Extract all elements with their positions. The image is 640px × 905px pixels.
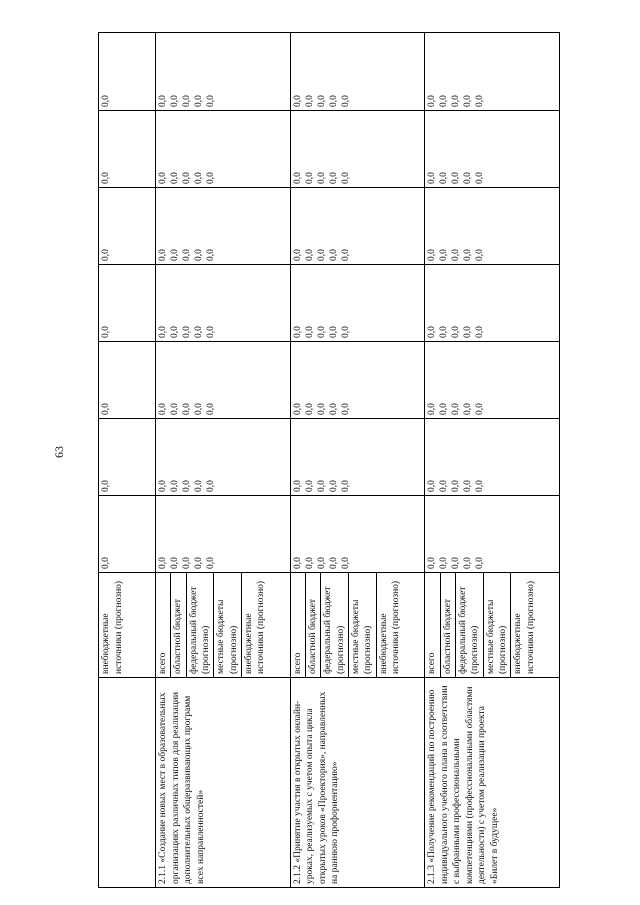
value-item: 0,0 xyxy=(292,326,303,338)
value-item: 0,0 xyxy=(475,249,486,261)
value-item: 0,0 xyxy=(463,480,474,492)
value-item: 0,0 xyxy=(194,95,204,107)
value-item: 0,0 xyxy=(439,249,450,261)
value-item: 0,0 xyxy=(451,172,462,184)
value-item: 0,0 xyxy=(475,403,486,415)
funding-source-label: областной бюджет xyxy=(306,573,321,677)
funding-source-label: внебюджетные источники (прогнозно) xyxy=(513,580,536,674)
value-item: 0,0 xyxy=(206,249,216,261)
value-cell: 0,0 xyxy=(99,419,156,496)
funding-source-label: всего xyxy=(425,573,440,677)
value-item: 0,0 xyxy=(292,172,303,184)
value-cell xyxy=(156,33,291,111)
value-cell xyxy=(425,419,560,496)
value-item: 0,0 xyxy=(170,249,180,261)
value-item: 0,0 xyxy=(182,480,192,492)
value-cell xyxy=(290,33,425,111)
value-item: 0,0 xyxy=(182,95,192,107)
value-item: 0,0 xyxy=(158,557,168,569)
value-item: 0,0 xyxy=(292,480,303,492)
value-item: 0,0 xyxy=(463,172,474,184)
value-item: 0,0 xyxy=(316,95,327,107)
value-item: 0,0 xyxy=(328,403,339,415)
value-item: 0,0 xyxy=(340,95,351,107)
value-item: 0,0 xyxy=(206,326,216,338)
funding-source-label: федеральный бюджет (прогнозно) xyxy=(456,573,484,677)
value-cell xyxy=(425,33,560,111)
value-cell xyxy=(156,188,291,265)
value-item: 0,0 xyxy=(439,403,450,415)
value-item: 0,0 xyxy=(182,249,192,261)
value-cell: 0,0 xyxy=(99,265,156,342)
funding-source-label: областной бюджет xyxy=(441,573,456,677)
value-item: 0,0 xyxy=(463,326,474,338)
value-item: 0,0 xyxy=(170,480,180,492)
funding-sources-cell xyxy=(290,573,425,678)
value-cell xyxy=(425,265,560,342)
value-item: 0,0 xyxy=(328,249,339,261)
value-item: 0,0 xyxy=(451,326,462,338)
value-cell xyxy=(156,111,291,188)
value-item: 0,0 xyxy=(463,249,474,261)
value-item: 0,0 xyxy=(475,95,486,107)
value-item: 0,0 xyxy=(451,403,462,415)
value-item: 0,0 xyxy=(427,480,438,492)
value-cell xyxy=(156,265,291,342)
value-item: 0,0 xyxy=(304,326,315,338)
table-row xyxy=(290,33,425,888)
funding-source-label: всего xyxy=(156,573,171,677)
value-cell xyxy=(156,419,291,496)
value-item: 0,0 xyxy=(427,249,438,261)
value-item: 0,0 xyxy=(427,557,438,569)
measure-title-cell: 2.1.1 «Создание новых мест в образовательных организациях различных типов для реализации дополнительных общеразвивающих программ всех направленностей» xyxy=(156,678,291,888)
value-item: 0,0 xyxy=(170,403,180,415)
value-item: 0,0 xyxy=(328,326,339,338)
value-item: 0,0 xyxy=(340,172,351,184)
value-item: 0,0 xyxy=(475,557,486,569)
value-item: 0,0 xyxy=(475,480,486,492)
value-cell xyxy=(290,342,425,419)
value-item: 0,0 xyxy=(451,480,462,492)
value-item: 0,0 xyxy=(194,326,204,338)
table-row xyxy=(425,33,560,888)
value-item: 0,0 xyxy=(206,403,216,415)
funding-source-label: всего xyxy=(291,573,306,677)
value-item: 0,0 xyxy=(340,326,351,338)
value-item: 0,0 xyxy=(182,172,192,184)
value-item: 0,0 xyxy=(170,326,180,338)
value-item: 0,0 xyxy=(427,172,438,184)
value-item: 0,0 xyxy=(182,403,192,415)
funding-source-label: местные бюджеты (прогнозно) xyxy=(214,573,242,677)
value-item: 0,0 xyxy=(158,403,168,415)
budget-table xyxy=(98,32,560,888)
value-cell: 0,0 xyxy=(99,188,156,265)
funding-source-label: федеральный бюджет (прогнозно) xyxy=(321,573,349,677)
value-item: 0,0 xyxy=(316,557,327,569)
value-cell xyxy=(290,188,425,265)
measure-cell-empty xyxy=(99,678,156,888)
value-item: 0,0 xyxy=(158,249,168,261)
value-item: 0,0 xyxy=(182,557,192,569)
value-item: 0,0 xyxy=(194,172,204,184)
value-item: 0,0 xyxy=(158,95,168,107)
value-item: 0,0 xyxy=(158,172,168,184)
value-item: 0,0 xyxy=(475,326,486,338)
value-item: 0,0 xyxy=(304,172,315,184)
table-row xyxy=(156,33,291,888)
value-item: 0,0 xyxy=(340,403,351,415)
value-item: 0,0 xyxy=(439,95,450,107)
value-item: 0,0 xyxy=(304,480,315,492)
value-item: 0,0 xyxy=(316,172,327,184)
value-item: 0,0 xyxy=(194,403,204,415)
value-item: 0,0 xyxy=(427,403,438,415)
value-item: 0,0 xyxy=(340,249,351,261)
value-cell xyxy=(290,419,425,496)
value-item: 0,0 xyxy=(304,557,315,569)
funding-source-cell: внебюджетные источники (прогнозно) xyxy=(99,573,156,678)
value-cell xyxy=(290,265,425,342)
value-item: 0,0 xyxy=(206,557,216,569)
value-cell xyxy=(156,496,291,573)
value-item: 0,0 xyxy=(158,326,168,338)
value-item: 0,0 xyxy=(475,172,486,184)
value-item: 0,0 xyxy=(304,95,315,107)
value-item: 0,0 xyxy=(304,249,315,261)
measure-title-cell: 2.1.3 «Получение рекомендаций по построению индивидуального учебного плана в соответствии с выбранными профессиональными компетенциями (профессиональными областями деятельности) с учетом реализации проекта «Билет в будущее» xyxy=(425,678,560,888)
value-item: 0,0 xyxy=(439,557,450,569)
value-item: 0,0 xyxy=(451,557,462,569)
value-item: 0,0 xyxy=(340,557,351,569)
value-cell xyxy=(156,342,291,419)
table-row xyxy=(99,33,156,888)
value-cell xyxy=(290,111,425,188)
funding-source-label: областной бюджет xyxy=(171,573,186,677)
value-item: 0,0 xyxy=(427,326,438,338)
funding-sources-cell xyxy=(425,573,560,678)
value-item: 0,0 xyxy=(316,326,327,338)
value-item: 0,0 xyxy=(328,480,339,492)
value-item: 0,0 xyxy=(463,403,474,415)
table-body xyxy=(99,33,560,888)
value-cell: 0,0 xyxy=(99,33,156,111)
value-item: 0,0 xyxy=(292,249,303,261)
value-item: 0,0 xyxy=(463,557,474,569)
value-item: 0,0 xyxy=(170,557,180,569)
funding-sources-cell xyxy=(156,573,291,678)
value-item: 0,0 xyxy=(206,95,216,107)
value-item: 0,0 xyxy=(439,172,450,184)
value-item: 0,0 xyxy=(206,172,216,184)
funding-source-label: федеральный бюджет (прогнозно) xyxy=(187,573,215,677)
value-item: 0,0 xyxy=(292,403,303,415)
value-cell: 0,0 xyxy=(99,496,156,573)
value-item: 0,0 xyxy=(194,480,204,492)
page-number: 63 xyxy=(52,446,66,458)
value-cell xyxy=(425,342,560,419)
measure-title-cell: 2.1.2 «Принятие участия в открытых онлайн-уроках, реализуемых с учетом опыта цикла открытых уроков «Проектория», направленных на раннюю профориентацию» xyxy=(290,678,425,888)
rotated-table-container xyxy=(98,33,560,888)
value-cell xyxy=(425,188,560,265)
value-cell xyxy=(425,496,560,573)
value-item: 0,0 xyxy=(463,95,474,107)
value-cell xyxy=(290,496,425,573)
value-item: 0,0 xyxy=(451,95,462,107)
value-item: 0,0 xyxy=(304,403,315,415)
value-item: 0,0 xyxy=(194,249,204,261)
value-item: 0,0 xyxy=(328,95,339,107)
value-item: 0,0 xyxy=(427,95,438,107)
value-item: 0,0 xyxy=(439,326,450,338)
value-item: 0,0 xyxy=(316,249,327,261)
value-cell: 0,0 xyxy=(99,111,156,188)
value-item: 0,0 xyxy=(451,249,462,261)
value-cell xyxy=(425,111,560,188)
funding-source-label: местные бюджеты (прогнозно) xyxy=(349,573,377,677)
funding-source-label: внебюджетные источники (прогнозно) xyxy=(244,580,267,674)
value-item: 0,0 xyxy=(292,95,303,107)
value-item: 0,0 xyxy=(158,480,168,492)
value-item: 0,0 xyxy=(182,326,192,338)
funding-source-label: внебюджетные источники (прогнозно) xyxy=(378,580,402,674)
value-item: 0,0 xyxy=(340,480,351,492)
value-item: 0,0 xyxy=(292,557,303,569)
value-item: 0,0 xyxy=(170,95,180,107)
value-item: 0,0 xyxy=(316,480,327,492)
value-cell: 0,0 xyxy=(99,342,156,419)
funding-source-label: местные бюджеты (прогнозно) xyxy=(484,573,512,677)
value-item: 0,0 xyxy=(328,557,339,569)
value-item: 0,0 xyxy=(194,557,204,569)
value-item: 0,0 xyxy=(328,172,339,184)
value-item: 0,0 xyxy=(170,172,180,184)
value-item: 0,0 xyxy=(316,403,327,415)
value-item: 0,0 xyxy=(439,480,450,492)
value-item: 0,0 xyxy=(206,480,216,492)
